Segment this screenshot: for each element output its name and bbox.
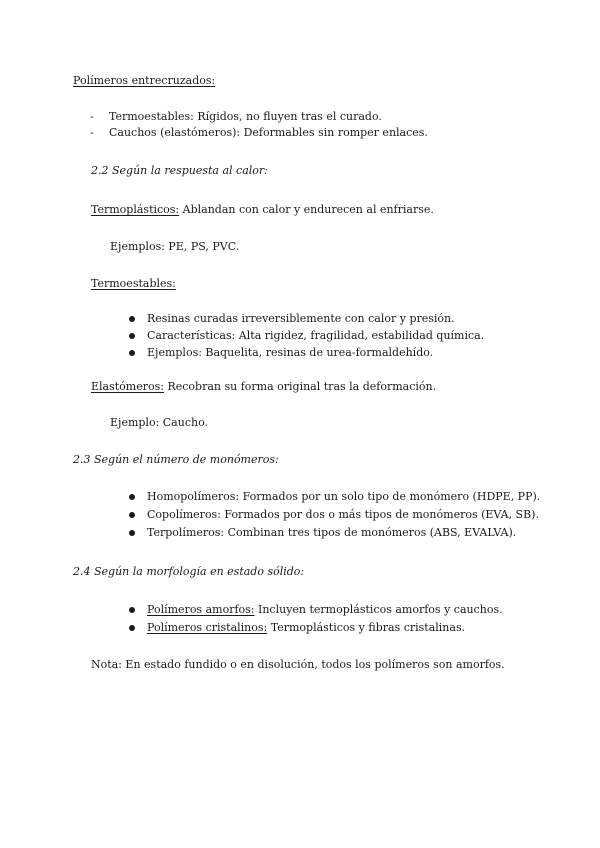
bullet-icon — [129, 625, 135, 631]
elastomeros-text: Recobran su forma original tras la deformación. — [163, 380, 437, 393]
polimeros-cristalinos-label: Polímeros cristalinos: — [147, 621, 268, 634]
list-item — [129, 329, 484, 343]
list-item — [90, 126, 428, 140]
list-item — [129, 603, 503, 617]
list-item-text: Terpolímeros: Combinan tres tipos de monómeros (ABS, EVALVA). — [147, 526, 517, 539]
elastomeros-paragraph — [91, 380, 436, 394]
termoestables-label: Termoestables: — [91, 277, 176, 290]
list-item — [129, 621, 465, 635]
section-heading-2-2: 2.2 Según la respuesta al calor: — [91, 164, 268, 177]
list-item-text: Termoestables: Rígidos, no fluyen tras el curado. — [109, 110, 382, 123]
bullet-icon — [129, 530, 135, 536]
heading-polimeros-entrecruzados: Polímeros entrecruzados: — [73, 74, 216, 87]
termoplasticos-paragraph — [91, 203, 434, 217]
list-item — [129, 526, 516, 540]
nota-paragraph: Nota: En estado fundido o en disolución, todos los polímeros son amorfos. — [91, 658, 505, 671]
termoplasticos-example: Ejemplos: PE, PS, PVC. — [110, 240, 240, 253]
list-item — [90, 110, 382, 124]
termoplasticos-label: Termoplásticos: — [91, 203, 180, 216]
polimeros-amorfos-label: Polímeros amorfos: — [147, 603, 255, 616]
bullet-icon — [129, 333, 135, 339]
bullet-icon — [129, 350, 135, 356]
list-item — [129, 312, 455, 326]
list-item-text: Termoplásticos y fibras cristalinas. — [267, 621, 466, 634]
bullet-icon — [129, 494, 135, 500]
list-item-text: Incluyen termoplásticos amorfos y cauchos. — [254, 603, 503, 616]
list-item-text: Resinas curadas irreversiblemente con calor y presión. — [147, 312, 455, 325]
list-item-text: Características: Alta rigidez, fragilidad, estabilidad química. — [147, 329, 485, 342]
termoplasticos-text: Ablandan con calor y endurecen al enfriarse. — [179, 203, 434, 216]
elastomeros-label: Elastómeros: — [91, 380, 164, 393]
list-item — [129, 490, 540, 504]
list-item — [129, 508, 539, 522]
dash-marker: - — [90, 126, 94, 139]
section-heading-2-4: 2.4 Según la morfología en estado sólido: — [73, 565, 305, 578]
list-item-text: Cauchos (elastómeros): Deformables sin romper enlaces. — [109, 126, 428, 139]
list-item-text: Copolímeros: Formados por dos o más tipos de monómeros (EVA, SB). — [147, 508, 539, 521]
section-heading-2-3: 2.3 Según el número de monómeros: — [73, 453, 279, 466]
bullet-icon — [129, 512, 135, 518]
dash-marker: - — [90, 110, 94, 123]
list-item-text: Homopolímeros: Formados por un solo tipo de monómero (HDPE, PP). — [147, 490, 541, 503]
list-item — [129, 346, 433, 360]
bullet-icon — [129, 607, 135, 613]
list-item-text: Ejemplos: Baquelita, resinas de urea-formaldehído. — [147, 346, 434, 359]
bullet-icon — [129, 316, 135, 322]
elastomeros-example: Ejemplo: Caucho. — [110, 416, 208, 429]
